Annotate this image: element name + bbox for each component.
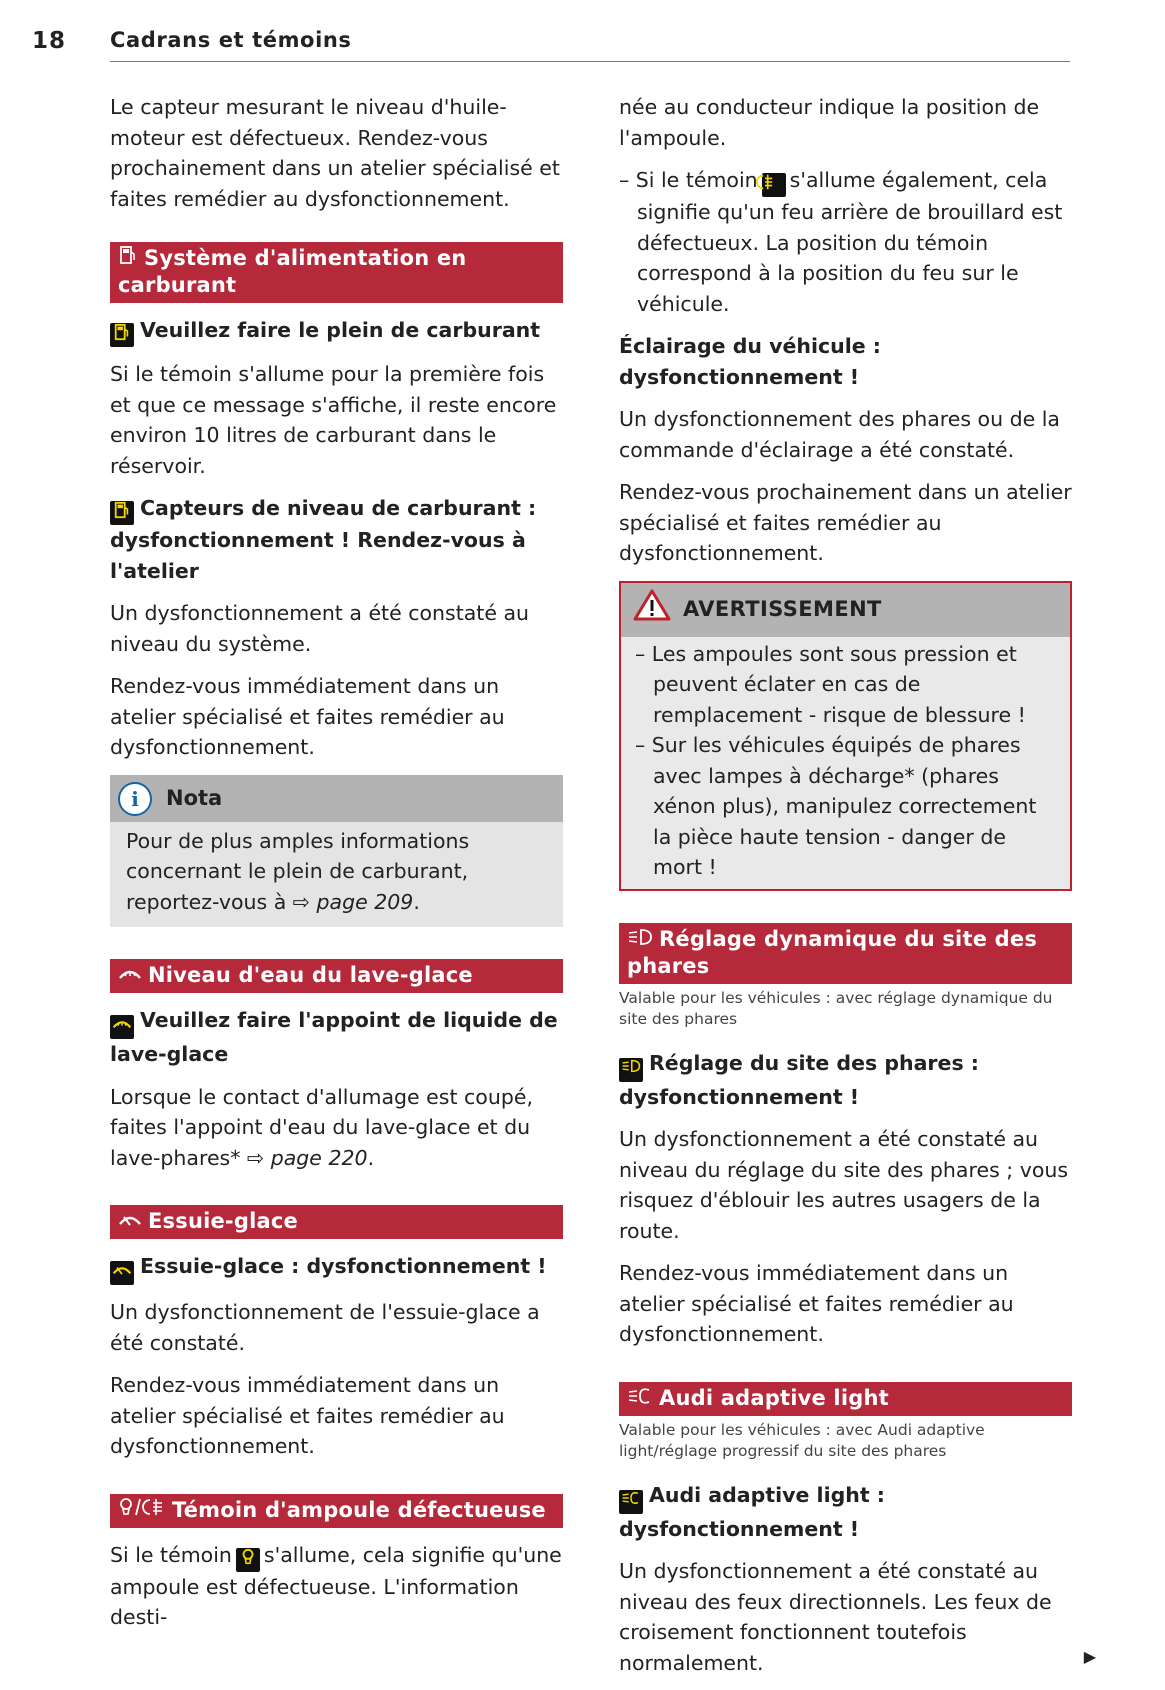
- note-tail: .: [413, 889, 420, 914]
- section-bulb-title: Témoin d'ampoule défectueuse: [172, 1497, 546, 1522]
- section-dynamic-title: Réglage dynamique du site des phares: [627, 926, 1038, 978]
- note-box: [110, 775, 563, 928]
- section-wiper: [110, 1205, 563, 1239]
- section-bulb: [110, 1494, 563, 1528]
- lighting-text2: Rendez-vous prochainement dans un atelier spécialisé et faites remédier au dysfonctionnement.: [619, 480, 1072, 565]
- refuel-title: Veuillez faire le plein de carburant: [140, 318, 541, 342]
- fuel-pump-icon: [118, 245, 138, 272]
- bulb-icon: [236, 1548, 260, 1572]
- info-icon: i: [118, 782, 152, 816]
- washer-fluid-icon: [110, 1015, 134, 1039]
- washer-text: [110, 1082, 563, 1174]
- warning-header: [621, 583, 1070, 637]
- adaptive-light-icon: [619, 1490, 643, 1514]
- wiper-icon: [110, 1261, 134, 1285]
- section-adaptive-light: [619, 1382, 1072, 1416]
- dynamic-sub-title: Réglage du site des phares : dysfonctionnement !: [619, 1050, 979, 1109]
- section-washer-title: Niveau d'eau du lave-glace: [148, 963, 473, 987]
- headlight-range-icon: [619, 1058, 643, 1082]
- right-column: [619, 92, 1096, 1690]
- fuel-pump-icon: [110, 501, 134, 525]
- warning-box: [619, 581, 1072, 891]
- page-title: Cadrans et témoins: [110, 28, 352, 52]
- dynamic-validity: Valable pour les véhicules : avec réglage dynamique du site des phares: [619, 988, 1053, 1028]
- lighting-subheading: Éclairage du véhicule : dysfonctionnement !: [619, 334, 882, 389]
- refuel-subheading: [110, 315, 563, 347]
- dynamic-subheading: [619, 1048, 1072, 1113]
- washer-subheading: [110, 1005, 563, 1070]
- section-fuel-system: [110, 242, 563, 303]
- refuel-text: Si le témoin s'allume pour la première fois et que ce message s'affiche, il reste encore environ 10 litres de carburant dans le réservoir.: [110, 362, 557, 478]
- note-body: [110, 822, 563, 928]
- bulb-text-a: Si le témoin: [110, 1542, 232, 1567]
- fuel-pump-icon: [110, 323, 134, 347]
- dynamic-text1: Un dysfonctionnement a été constaté au niveau du réglage du site des phares ; vous risquez d'éblouir les autres usagers de la route.: [619, 1127, 1069, 1243]
- wiper-icon: [118, 1208, 142, 1235]
- adaptive-light-icon: [627, 1385, 653, 1412]
- note-text: Pour de plus amples informations concernant le plein de carburant, reportez-vous à: [126, 828, 470, 914]
- warning-triangle-icon: [633, 589, 671, 631]
- warning-body: [621, 637, 1070, 889]
- adaptive-sub-title: Audi adaptive light : dysfonctionnement !: [619, 1482, 886, 1541]
- fog-text-a: – Si le témoin: [619, 168, 758, 192]
- washer-fluid-icon: [118, 962, 142, 989]
- section-fuel-title: Système d'alimentation en carburant: [118, 246, 467, 297]
- warning-title: AVERTISSEMENT: [683, 596, 882, 621]
- adaptive-text: [619, 1556, 1096, 1678]
- continue-arrow-icon: ▶: [1083, 1646, 1096, 1666]
- section-adaptive-title: Audi adaptive light: [659, 1385, 889, 1410]
- washer-tail: .: [367, 1145, 375, 1170]
- washer-page-link[interactable]: ⇨ page 220: [247, 1145, 368, 1170]
- warning-item-2: – Sur les véhicules équipés de phares avec lampes à décharge* (phares xénon plus), manipulez correctement la pièce haute tension - danger de mort !: [635, 733, 1037, 879]
- adaptive-text-body: Un dysfonctionnement a été constaté au niveau des feux directionnels. Les feux de croisement fonctionnent toutefois normalement.: [619, 1559, 1052, 1675]
- fuel-sensor-text2: Rendez-vous immédiatement dans un atelier spécialisé et faites remédier au dysfonctionnement.: [110, 674, 505, 759]
- fuel-sensor-text1: Un dysfonctionnement a été constaté au niveau du système.: [110, 601, 530, 656]
- page-number: 18: [32, 28, 67, 54]
- header-rule: [110, 61, 1070, 62]
- note-title: Nota: [166, 785, 223, 810]
- wiper-subheading: [110, 1251, 563, 1285]
- warning-item-1: – Les ampoules sont sous pression et peuvent éclater en cas de remplacement - risque de blessure !: [635, 641, 1026, 727]
- washer-sub-title: Veuillez faire l'appoint de liquide de lave-glace: [110, 1008, 558, 1066]
- lighting-text1: Un dysfonctionnement des phares ou de la commande d'éclairage a été constaté.: [619, 407, 1060, 462]
- rear-fog-light-icon: [762, 173, 786, 197]
- wiper-sub-title: Essuie-glace : dysfonctionnement !: [140, 1254, 547, 1278]
- section-dynamic-headlight: [619, 923, 1072, 984]
- wiper-text2: Rendez-vous immédiatement dans un atelier spécialisé et faites remédier au dysfonctionnement.: [110, 1373, 505, 1458]
- note-page-link[interactable]: ⇨ page 209: [292, 889, 414, 914]
- washer-text-body: Lorsque le contact d'allumage est coupé, faites l'appoint d'eau du lave-glace et du lave-phares*: [110, 1084, 533, 1170]
- bulb-text-b: s'allume, cela signifie qu'une ampoule est défectueuse. L'information desti-: [110, 1542, 562, 1629]
- note-header: [110, 775, 563, 822]
- left-column: [110, 92, 563, 1645]
- dynamic-text2: Rendez-vous immédiatement dans un atelier spécialisé et faites remédier au dysfonctionnement.: [619, 1261, 1014, 1346]
- adaptive-validity: Valable pour les véhicules : avec Audi adaptive light/réglage progressif du site des phares: [619, 1420, 985, 1460]
- bulb-continuation: née au conducteur indique la position de l'ampoule.: [619, 95, 1040, 150]
- section-washer: [110, 959, 563, 993]
- fuel-sensor-title: Capteurs de niveau de carburant : dysfonctionnement ! Rendez-vous à l'atelier: [110, 496, 537, 583]
- fog-dash-item: [619, 165, 1072, 319]
- bulb-text: [110, 1540, 563, 1633]
- fog-text-b: s'allume également, cela signifie qu'un feu arrière de brouillard est défectueux. La position du témoin correspond à la position du feu sur le véhicule.: [637, 168, 1063, 316]
- wiper-text1: Un dysfonctionnement de l'essuie-glace a été constaté.: [110, 1300, 540, 1355]
- adaptive-subheading: [619, 1480, 1072, 1545]
- headlight-range-icon: [627, 926, 653, 953]
- bulb-fog-icon: [118, 1497, 166, 1524]
- fuel-sensor-subheading: [110, 493, 563, 586]
- section-wiper-title: Essuie-glace: [148, 1209, 298, 1233]
- intro-text: Le capteur mesurant le niveau d'huile-moteur est défectueux. Rendez-vous prochainement dans un atelier spécialisé et faites remédier au dysfonctionnement.: [110, 95, 560, 211]
